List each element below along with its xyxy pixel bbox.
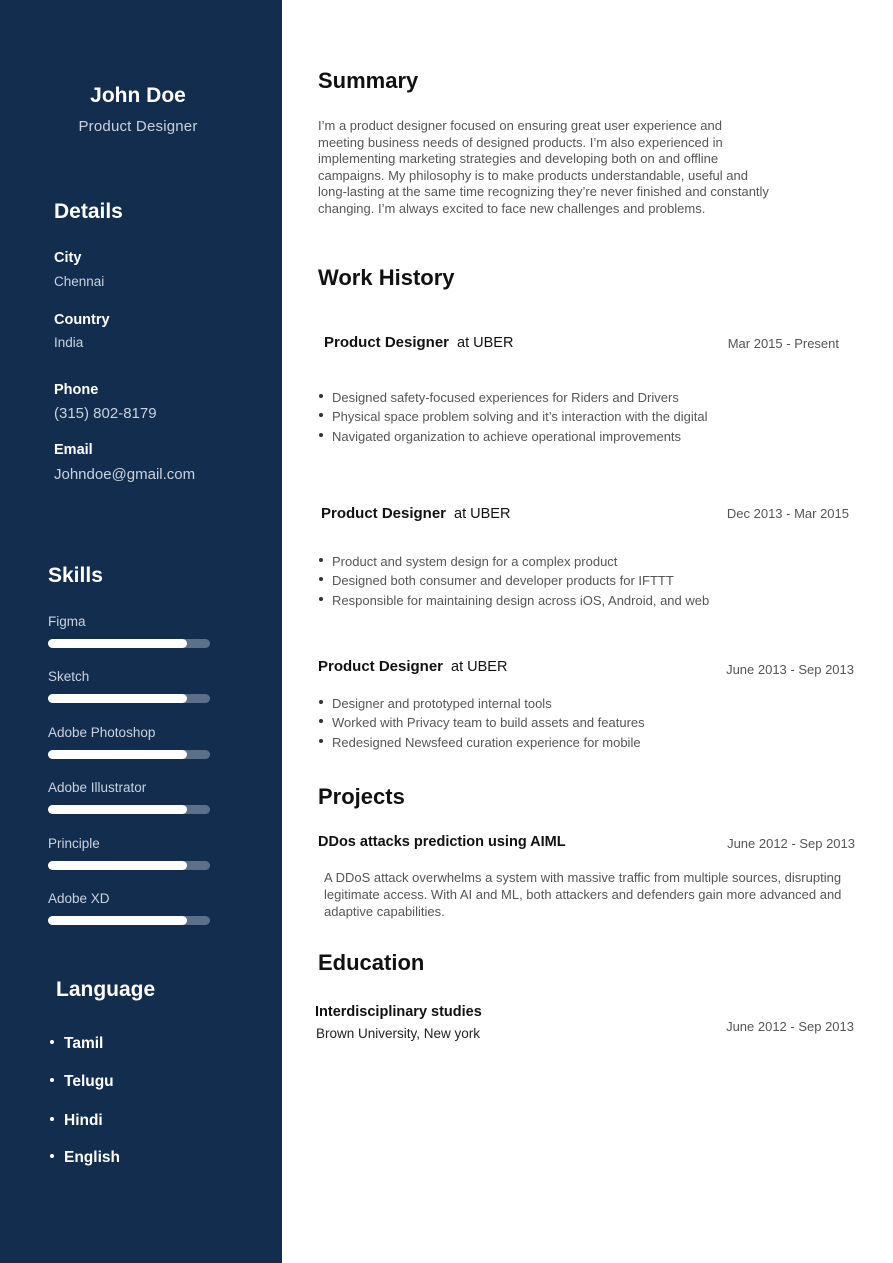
bullet-icon bbox=[319, 433, 323, 437]
list-item-text: Redesigned Newsfeed curation experience for mobile bbox=[332, 735, 641, 750]
summary-heading: Summary bbox=[318, 68, 419, 93]
bullet-icon bbox=[319, 739, 323, 743]
job-header bbox=[318, 658, 507, 676]
job-title: Product Designer bbox=[318, 658, 444, 675]
skill-label: Principle bbox=[48, 836, 100, 851]
skill-bar-fill bbox=[48, 805, 187, 814]
list-item bbox=[319, 554, 617, 569]
bullet-icon bbox=[319, 558, 323, 562]
phone-value: (315) 802-8179 bbox=[54, 405, 157, 422]
bullet-icon bbox=[50, 1117, 54, 1121]
bullet-icon bbox=[319, 577, 323, 581]
list-item-text: Worked with Privacy team to build assets and features bbox=[332, 715, 645, 730]
skill-bar-fill bbox=[48, 639, 187, 648]
list-item bbox=[319, 573, 674, 588]
list-item-text: Product and system design for a complex product bbox=[332, 554, 618, 569]
skill-bar bbox=[48, 694, 210, 703]
list-item-text: Designed both consumer and developer products for IFTTT bbox=[332, 573, 674, 588]
list-item bbox=[319, 696, 552, 711]
skill-bar bbox=[48, 805, 210, 814]
language-heading: Language bbox=[56, 978, 156, 1001]
project-description: A DDoS attack overwhelms a system with massive traffic from multiple sources, disrupting legitimate access. With AI and ML, both attackers and defenders gain more advanced and adaptive capabilities. bbox=[324, 870, 842, 919]
list-item-text: Responsible for maintaining design across iOS, Android, and web bbox=[332, 593, 710, 608]
education-degree: Interdisciplinary studies bbox=[315, 1004, 482, 1020]
education-dates: June 2012 - Sep 2013 bbox=[726, 1019, 854, 1034]
job-dates: Dec 2013 - Mar 2015 bbox=[726, 506, 849, 521]
list-item-text: Designed safety-focused experiences for Riders and Drivers bbox=[332, 390, 679, 405]
job-dates: Mar 2015 - Present bbox=[727, 336, 839, 351]
skill-bar bbox=[48, 639, 210, 648]
education-school: Brown University, New york bbox=[316, 1026, 481, 1041]
language-item bbox=[50, 1112, 103, 1130]
job-company: at UBER bbox=[451, 659, 508, 675]
language-name: Tamil bbox=[64, 1035, 104, 1052]
sidebar bbox=[0, 0, 282, 1263]
language-item bbox=[50, 1035, 103, 1053]
skill-label: Sketch bbox=[48, 669, 90, 684]
skills-heading: Skills bbox=[48, 564, 103, 587]
bullet-icon bbox=[50, 1078, 54, 1082]
bullet-icon bbox=[50, 1040, 54, 1044]
list-item-text: Navigated organization to achieve operational improvements bbox=[332, 429, 682, 444]
job-company: at UBER bbox=[454, 506, 511, 522]
list-item bbox=[319, 429, 681, 444]
phone-label: Phone bbox=[54, 382, 99, 398]
list-item bbox=[319, 715, 645, 730]
skill-label: Adobe Illustrator bbox=[48, 780, 147, 795]
language-item bbox=[50, 1073, 114, 1091]
skill-bar bbox=[48, 861, 210, 870]
country-label: Country bbox=[54, 312, 110, 328]
skill-bar-fill bbox=[48, 861, 187, 870]
bullet-icon bbox=[319, 700, 323, 704]
country-value: India bbox=[54, 335, 84, 350]
profile-name: John Doe bbox=[90, 84, 186, 107]
language-name: Hindi bbox=[64, 1112, 103, 1129]
city-value: Chennai bbox=[54, 274, 105, 289]
summary-text: I’m a product designer focused on ensuring great user experience and meeting business needs of designed products. I’m also experienced in implementing marketing strategies and developing both on and offline campaigns. My philosophy is to make products understandable, useful and long-lasting at the same time recognizing they’re never finished and constantly changing. I’m always excited to face new challenges and problems. bbox=[318, 118, 769, 216]
bullet-icon bbox=[319, 719, 323, 723]
projects-heading: Projects bbox=[318, 784, 405, 809]
city-label: City bbox=[54, 250, 82, 266]
job-header bbox=[324, 334, 513, 352]
details-heading: Details bbox=[54, 200, 123, 223]
skill-bar bbox=[48, 916, 210, 925]
list-item bbox=[319, 390, 679, 405]
skill-label: Adobe Photoshop bbox=[48, 725, 156, 740]
education-heading: Education bbox=[318, 950, 425, 975]
language-name: Telugu bbox=[64, 1073, 114, 1090]
project-title: DDos attacks prediction using AIML bbox=[318, 834, 566, 850]
bullet-icon bbox=[50, 1154, 54, 1158]
list-item-text: Designer and prototyped internal tools bbox=[332, 696, 552, 711]
email-value: Johndoe@gmail.com bbox=[54, 466, 196, 483]
language-item bbox=[50, 1149, 120, 1167]
profile-role: Product Designer bbox=[78, 118, 198, 135]
bullet-icon bbox=[319, 597, 323, 601]
skill-bar-fill bbox=[48, 916, 187, 925]
skill-bar-fill bbox=[48, 694, 187, 703]
language-name: English bbox=[64, 1149, 120, 1166]
skill-bar bbox=[48, 750, 210, 759]
bullet-icon bbox=[319, 394, 323, 398]
skill-label: Figma bbox=[48, 614, 86, 629]
list-item bbox=[319, 735, 641, 750]
skill-label: Adobe XD bbox=[48, 891, 110, 906]
main-content bbox=[282, 0, 893, 1263]
list-item bbox=[319, 409, 708, 424]
skill-bar-fill bbox=[48, 750, 187, 759]
list-item-text: Physical space problem solving and it’s interaction with the digital bbox=[332, 409, 708, 424]
job-dates: June 2013 - Sep 2013 bbox=[726, 662, 854, 677]
project-dates: June 2012 - Sep 2013 bbox=[727, 836, 855, 851]
email-label: Email bbox=[54, 442, 93, 458]
bullet-icon bbox=[319, 413, 323, 417]
job-header bbox=[321, 505, 510, 523]
list-item bbox=[319, 593, 709, 608]
job-company: at UBER bbox=[457, 335, 514, 351]
work-history-heading: Work History bbox=[318, 265, 455, 290]
job-title: Product Designer bbox=[321, 505, 447, 522]
job-title: Product Designer bbox=[324, 334, 450, 351]
